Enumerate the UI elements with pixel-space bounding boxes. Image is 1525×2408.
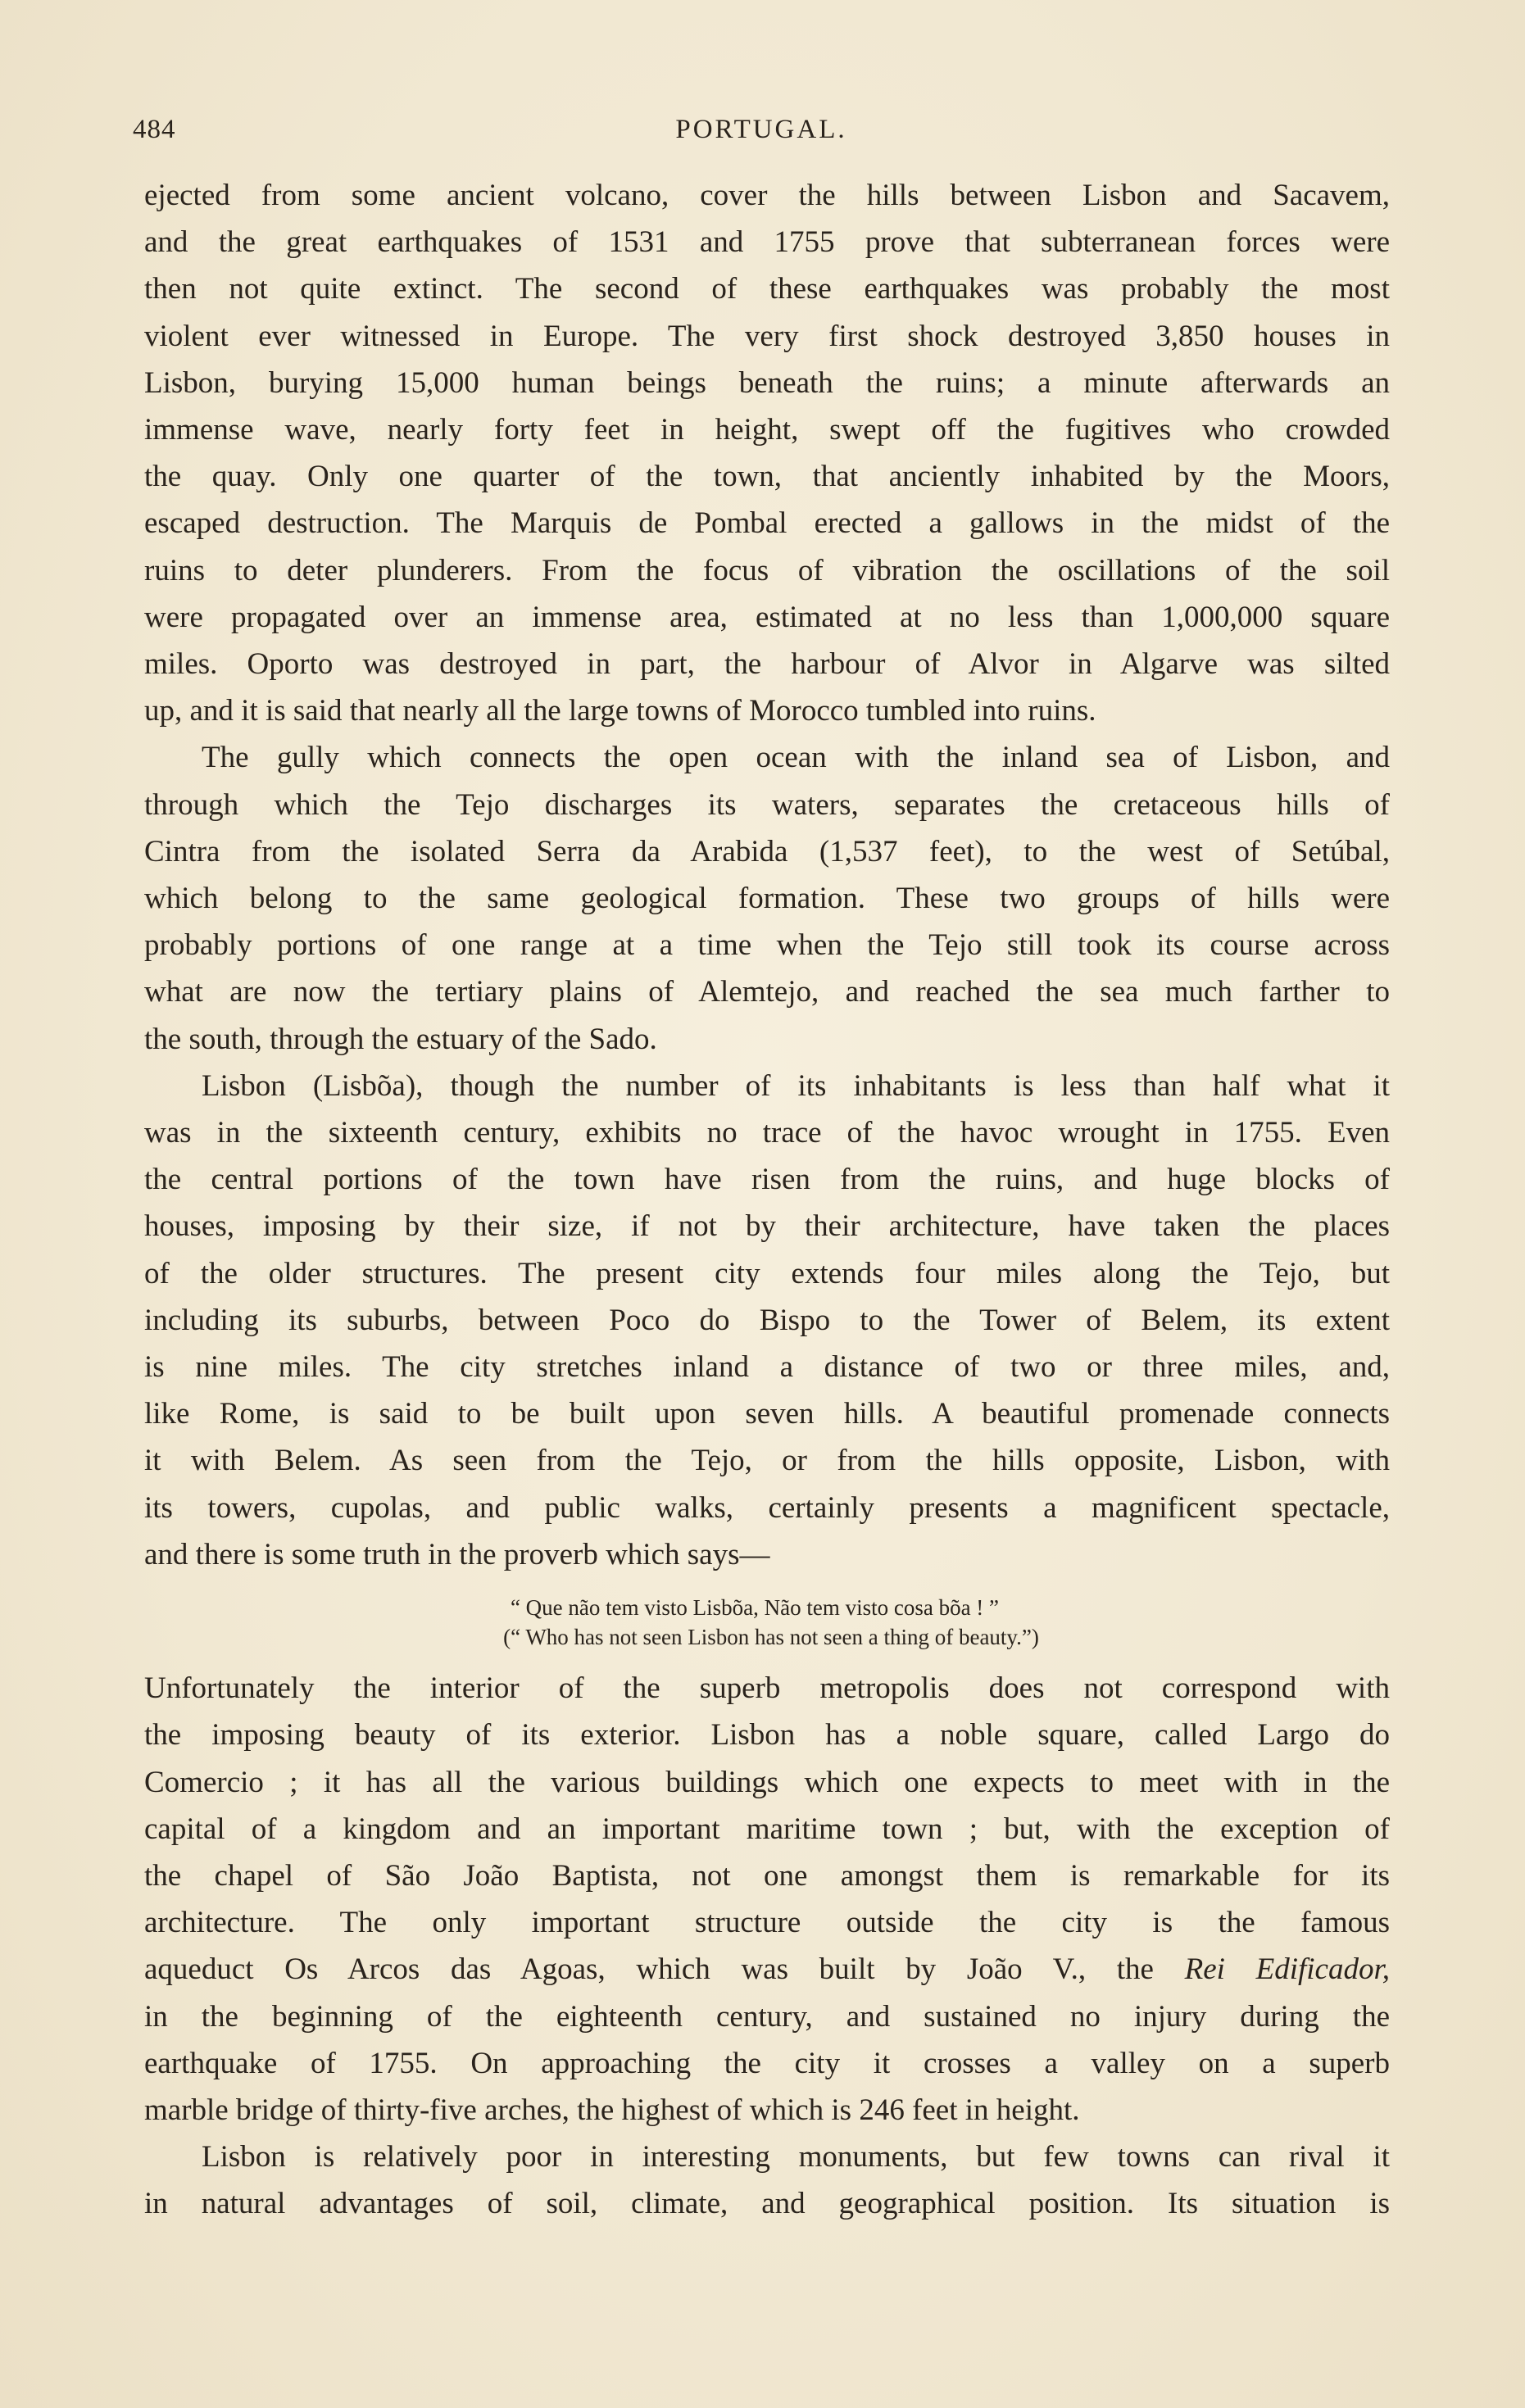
proverb-translation: (“ Who has not seen Lisbon has not seen a thing of beauty.”)	[503, 1625, 1039, 1650]
paragraph-interior	[144, 1665, 1390, 2134]
text-line: including its suburbs, between Poco do Bispo to the Tower of Belem, its extent	[144, 1303, 1390, 1337]
text-line	[144, 1946, 1390, 1993]
paragraph-lisbon	[144, 1063, 1390, 1578]
text-line: and the great earthquakes of 1531 and 1755 prove that subterranean forces were	[144, 225, 1390, 260]
text-line: Comercio ; it has all the various buildings which one expects to meet with in the	[144, 1765, 1390, 1799]
text-line: architecture. The only important structure outside the city is the famous	[144, 1906, 1390, 1940]
text-line: the quay. Only one quarter of the town, that anciently inhabited by the Moors,	[144, 460, 1390, 494]
text-line: The gully which connects the open ocean with the inland sea of Lisbon, and	[202, 741, 1390, 775]
text-line: is nine miles. The city stretches inland a distance of two or three miles, and,	[144, 1350, 1390, 1385]
text-line: Unfortunately the interior of the superb metropolis does not correspond with	[144, 1671, 1390, 1706]
text-line: the south, through the estuary of the Sado.	[144, 1022, 657, 1056]
text-line: the chapel of São João Baptista, not one amongst them is remarkable for its	[144, 1858, 1390, 1893]
text-line: then not quite extinct. The second of these earthquakes was probably the most	[144, 272, 1390, 306]
text-line: were propagated over an immense area, estimated at no less than 1,000,000 square	[144, 600, 1390, 634]
text-line: immense wave, nearly forty feet in height, swept off the fugitives who crowded	[144, 413, 1390, 447]
text-line: Lisbon (Lisbõa), though the number of its inhabitants is less than half what it	[202, 1068, 1390, 1103]
page-number: 484	[133, 115, 176, 144]
text-line: in the beginning of the eighteenth century, and sustained no injury during the	[144, 1999, 1390, 2034]
text-line: violent ever witnessed in Europe. The very first shock destroyed 3,850 houses in	[144, 319, 1390, 353]
text-line: the central portions of the town have risen from the ruins, and huge blocks of	[144, 1163, 1390, 1197]
text-line: marble bridge of thirty-five arches, the highest of which is 246 feet in height.	[144, 2093, 1080, 2127]
text-line: in natural advantages of soil, climate, and geographical position. Its situation is	[144, 2187, 1390, 2221]
text-segment: aqueduct Os Arcos das Agoas, which was built by João V., the	[144, 1952, 1185, 1987]
text-line: probably portions of one range at a time when the Tejo still took its course across	[144, 928, 1390, 963]
text-line: up, and it is said that nearly all the large towns of Morocco tumbled into ruins.	[144, 694, 1096, 728]
text-line: through which the Tejo discharges its waters, separates the cretaceous hills of	[144, 787, 1390, 822]
text-line: it with Belem. As seen from the Tejo, or from the hills opposite, Lisbon, with	[144, 1444, 1390, 1478]
text-line: what are now the tertiary plains of Alemtejo, and reached the sea much farther to	[144, 975, 1390, 1009]
text-line: ruins to deter plunderers. From the focus of vibration the oscillations of the soil	[144, 553, 1390, 587]
proverb-quote	[144, 1593, 1390, 1652]
text-line: ejected from some ancient volcano, cover the hills between Lisbon and Sacavem,	[144, 179, 1390, 212]
paragraph-monuments	[144, 2134, 1390, 2227]
paragraph-gully	[144, 734, 1390, 1062]
text-line: and there is some truth in the proverb which says—	[144, 1537, 770, 1571]
running-title: PORTUGAL.	[675, 115, 847, 144]
text-line: of the older structures. The present city extends four miles along the Tejo, but	[144, 1256, 1390, 1290]
text-line: which belong to the same geological formation. These two groups of hills were	[144, 882, 1390, 916]
text-line: like Rome, is said to be built upon seven hills. A beautiful promenade connects	[144, 1397, 1390, 1431]
text-line: Lisbon, burying 15,000 human beings beneath the ruins; a minute afterwards an	[144, 365, 1390, 400]
text-line: escaped destruction. The Marquis de Pombal erected a gallows in the midst of the	[144, 506, 1390, 541]
italic-title: Rei Edificador,	[1184, 1952, 1391, 1987]
text-line: Cintra from the isolated Serra da Arabida (1,537 feet), to the west of Setúbal,	[144, 834, 1390, 868]
text-line: earthquake of 1755. On approaching the city it crosses a valley on a superb	[144, 2046, 1390, 2080]
text-line: Lisbon is relatively poor in interesting monuments, but few towns can rival it	[202, 2140, 1390, 2174]
text-line: houses, imposing by their size, if not by their architecture, have taken the places	[144, 1209, 1390, 1244]
text-line: the imposing beauty of its exterior. Lisbon has a noble square, called Largo do	[144, 1718, 1390, 1753]
body-text	[144, 172, 1390, 2228]
page-header	[133, 115, 1390, 156]
text-line: capital of a kingdom and an important maritime town ; but, with the exception of	[144, 1812, 1390, 1846]
text-line: was in the sixteenth century, exhibits no trace of the havoc wrought in 1755. Even	[144, 1116, 1390, 1150]
paragraph-earthquakes	[144, 172, 1390, 734]
proverb-portuguese: “ Que não tem visto Lisbõa, Não tem visto cosa bõa ! ”	[510, 1595, 1000, 1621]
text-line: its towers, cupolas, and public walks, certainly presents a magnificent spectacle,	[144, 1490, 1390, 1525]
text-line: miles. Oporto was destroyed in part, the harbour of Alvor in Algarve was silted	[144, 647, 1390, 682]
